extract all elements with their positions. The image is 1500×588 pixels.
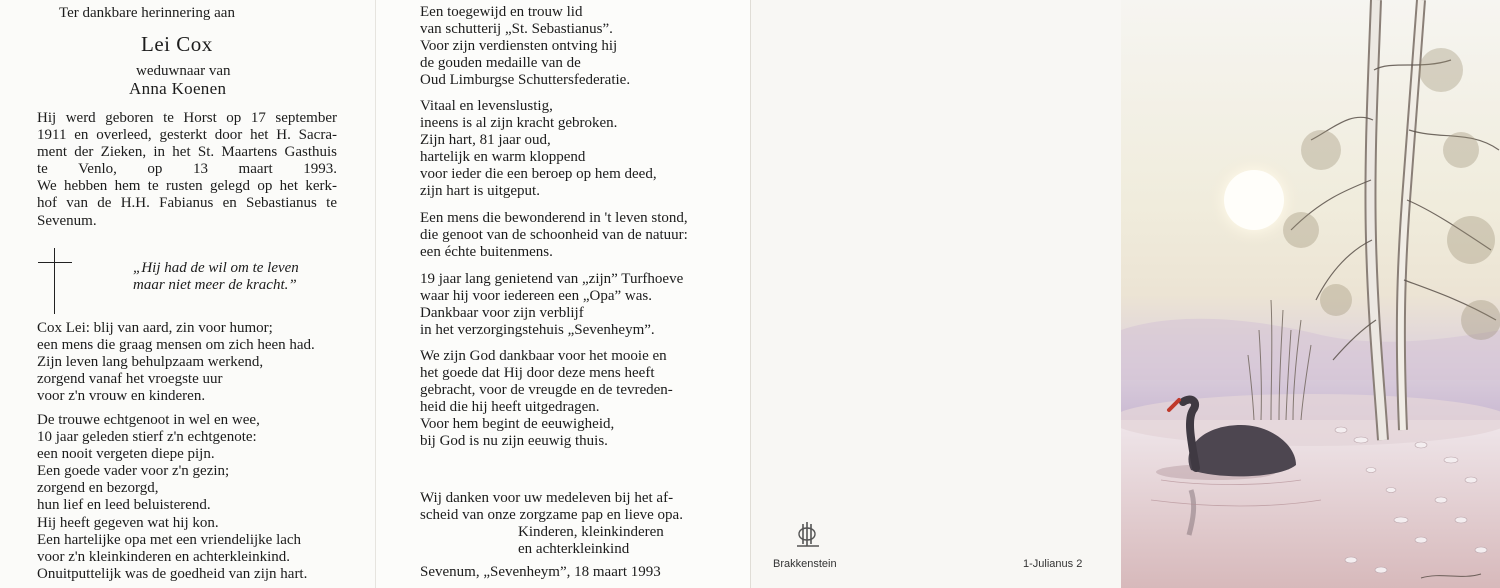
thanks-line: scheid van onze zorgzame pap en lieve opa.: [420, 507, 683, 524]
poem-line: zorgend en bezorgd,: [37, 480, 159, 497]
signature-text: [518, 524, 664, 558]
poem-line: Oud Limburgse Schuttersfederatie.: [420, 72, 631, 89]
poem-line: voor z'n vrouw en kinderen.: [37, 388, 206, 405]
quote-block: [133, 260, 299, 294]
poem-line: Een toegewijd en trouw lid: [420, 4, 583, 20]
poem-line: heid die hij heeft uitgedragen.: [420, 399, 600, 416]
poem-line: We zijn God dankbaar voor het mooie en: [420, 348, 667, 364]
poem-line: de gouden medaille van de: [420, 55, 581, 72]
poem-line: Zijn hart, 81 jaar oud,: [420, 132, 551, 149]
poem-line: Vitaal en levenslustig,: [420, 98, 553, 114]
poem-line: waar hij voor iedereen een „Opa” was.: [420, 288, 652, 305]
bio-line: ment der Zieken, in het St. Maartens Gasthuis: [37, 144, 337, 161]
widower-of-text: weduwnaar van: [136, 63, 231, 79]
cross-icon-bar: [38, 262, 72, 263]
biography-block: [37, 110, 337, 230]
poem-line: die genoot van de schoonheid van de natuur:: [420, 227, 688, 244]
thanks-text: [420, 490, 683, 524]
poem-line: van schutterij „St. Sebastianus”.: [420, 21, 613, 38]
poem-line: gebracht, voor de vreugde en de tevreden-: [420, 382, 673, 399]
poem-line: zijn hart is uitgeput.: [420, 183, 540, 200]
middle-stanza-4: [420, 271, 683, 339]
poem-line: De trouwe echtgenoot in wel en wee,: [37, 412, 260, 428]
signature-line: Kinderen, kleinkinderen: [518, 524, 664, 540]
bio-line: Hij werd geboren te Horst op 17 september: [37, 110, 337, 126]
middle-stanza-3: [420, 210, 688, 261]
poem-line: Voor zijn verdiensten ontving hij: [420, 38, 618, 55]
poem-line: Een goede vader voor z'n gezin;: [37, 463, 230, 480]
poem-line: bij God is nu zijn eeuwig thuis.: [420, 433, 608, 450]
bio-line: 1911 en overleed, gesterkt door het H. Sacra-: [37, 127, 337, 144]
poem-line: Een mens die bewonderend in 't leven stond,: [420, 210, 688, 226]
poem-line: ineens is al zijn kracht gebroken.: [420, 115, 618, 132]
middle-stanza-5: [420, 348, 673, 451]
poem-line: een nooit vergeten diepe pijn.: [37, 446, 215, 463]
poem-line: zorgend vanaf het vroegste uur: [37, 371, 223, 388]
left-panel: [0, 0, 375, 588]
poem-line: hun lief en leed beluisterend.: [37, 497, 211, 514]
intro-text: Ter dankbare herinnering aan: [59, 5, 235, 21]
middle-stanza-2: [420, 98, 657, 201]
middle-stanza-1: [420, 4, 630, 89]
poem-line: Dankbaar voor zijn verblijf: [420, 305, 584, 322]
poem-line: Een hartelijke opa met een vriendelijke lach: [37, 531, 302, 548]
poem-line: een mens die graag mensen om zich heen had.: [37, 337, 315, 354]
publisher-name: Brakkenstein: [773, 558, 837, 570]
poem-line: 10 jaar geleden stierf z'n echtgenote:: [37, 429, 257, 446]
poem-stanza-2: [37, 412, 307, 583]
thanks-line: Wij danken voor uw medeleven bij het af-: [420, 490, 674, 506]
swan-lake-painting: [1121, 0, 1500, 588]
poem-line: Zijn leven lang behulpzaam werkend,: [37, 354, 264, 371]
poem-line: Voor hem begint de eeuwigheid,: [420, 416, 615, 433]
middle-panel: [375, 0, 750, 588]
quote-line: „Hij had de wil om te leven: [133, 260, 299, 276]
cross-icon: [54, 248, 55, 314]
poem-line: hartelijk en warm kloppend: [420, 149, 586, 166]
bio-line: te Venlo, op 13 maart 1993.: [37, 161, 337, 178]
poem-stanza-1: [37, 320, 315, 405]
right-panel: [750, 0, 1500, 588]
poem-line: Hij heeft gegeven wat hij kon.: [37, 514, 219, 531]
poem-line: in het verzorgingstehuis „Sevenheym”.: [420, 322, 655, 339]
poem-line: een échte buitenmens.: [420, 244, 553, 261]
poem-line: Cox Lei: blij van aard, zin voor humor;: [37, 320, 273, 336]
quote-line: maar niet meer de kracht.”: [133, 277, 297, 294]
signature-line: en achterkleinkind: [518, 541, 630, 558]
deceased-name: Lei Cox: [141, 32, 213, 56]
poem-line: voor ieder die een beroep op hem deed,: [420, 166, 657, 183]
card-code: 1-Julianus 2: [1023, 558, 1083, 570]
place-date: Sevenum, „Sevenheym”, 18 maart 1993: [420, 564, 661, 580]
poem-line: Onuitputtelijk was de goedheid van zijn hart.: [37, 565, 308, 582]
bio-line: We hebben hem te rusten gelegd op het kerk-: [37, 178, 337, 195]
poem-line: het goede dat Hij door deze mens heeft: [420, 365, 655, 382]
bio-line: Sevenum.: [37, 212, 97, 229]
bio-line: hof van de H.H. Fabianus en Sebastianus te: [37, 195, 337, 212]
poem-line: voor z'n kleinkinderen en achterkleinkind.: [37, 548, 291, 565]
spouse-name: Anna Koenen: [129, 79, 227, 98]
poem-line: 19 jaar lang genietend van „zijn” Turfhoeve: [420, 271, 684, 287]
publisher-logo-icon: [793, 520, 827, 550]
